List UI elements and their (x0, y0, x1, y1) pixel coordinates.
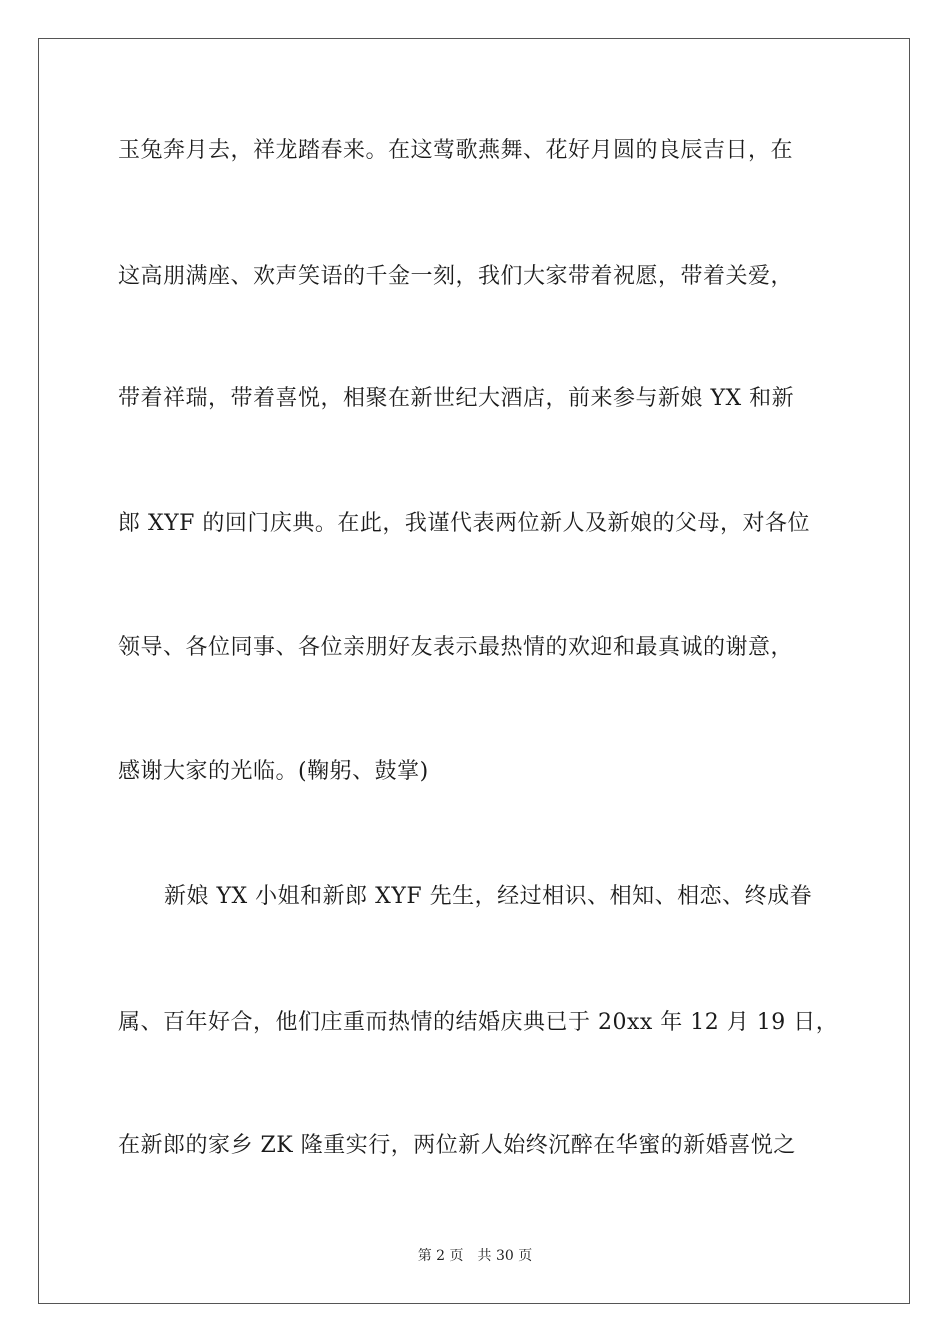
text-line-5: 领导、各位同事、各位亲朋好友表示最热情的欢迎和最真诚的谢意， (118, 635, 794, 660)
page-border (38, 38, 910, 1304)
text-line-4: 郎 XYF 的回门庆典。在此，我谨代表两位新人及新娘的父母，对各位 (118, 511, 810, 536)
text-line-1: 玉兔奔月去，祥龙踏春来。在这莺歌燕舞、花好月圆的良辰吉日，在 (118, 138, 794, 163)
text-line-7: 新娘 YX 小姐和新郎 XYF 先生，经过相识、相知、相恋、终成眷 (164, 884, 813, 909)
page-footer (0, 1247, 950, 1265)
text-line-2: 这高朋满座、欢声笑语的千金一刻，我们大家带着祝愿，带着关爱， (118, 264, 794, 289)
text-line-9: 在新郎的家乡 ZK 隆重实行，两位新人始终沉醉在华蜜的新婚喜悦之 (118, 1133, 796, 1158)
page-number: 第 2 页 (417, 1248, 464, 1264)
text-line-6: 感谢大家的光临。(鞠躬、鼓掌) (118, 759, 429, 784)
text-line-3: 带着祥瑞，带着喜悦，相聚在新世纪大酒店，前来参与新娘 YX 和新 (118, 386, 795, 411)
page-total: 共 30 页 (477, 1248, 533, 1264)
text-line-8: 属、百年好合，他们庄重而热情的结婚庆典已于 20xx 年 12 月 19 日， (118, 1010, 839, 1035)
